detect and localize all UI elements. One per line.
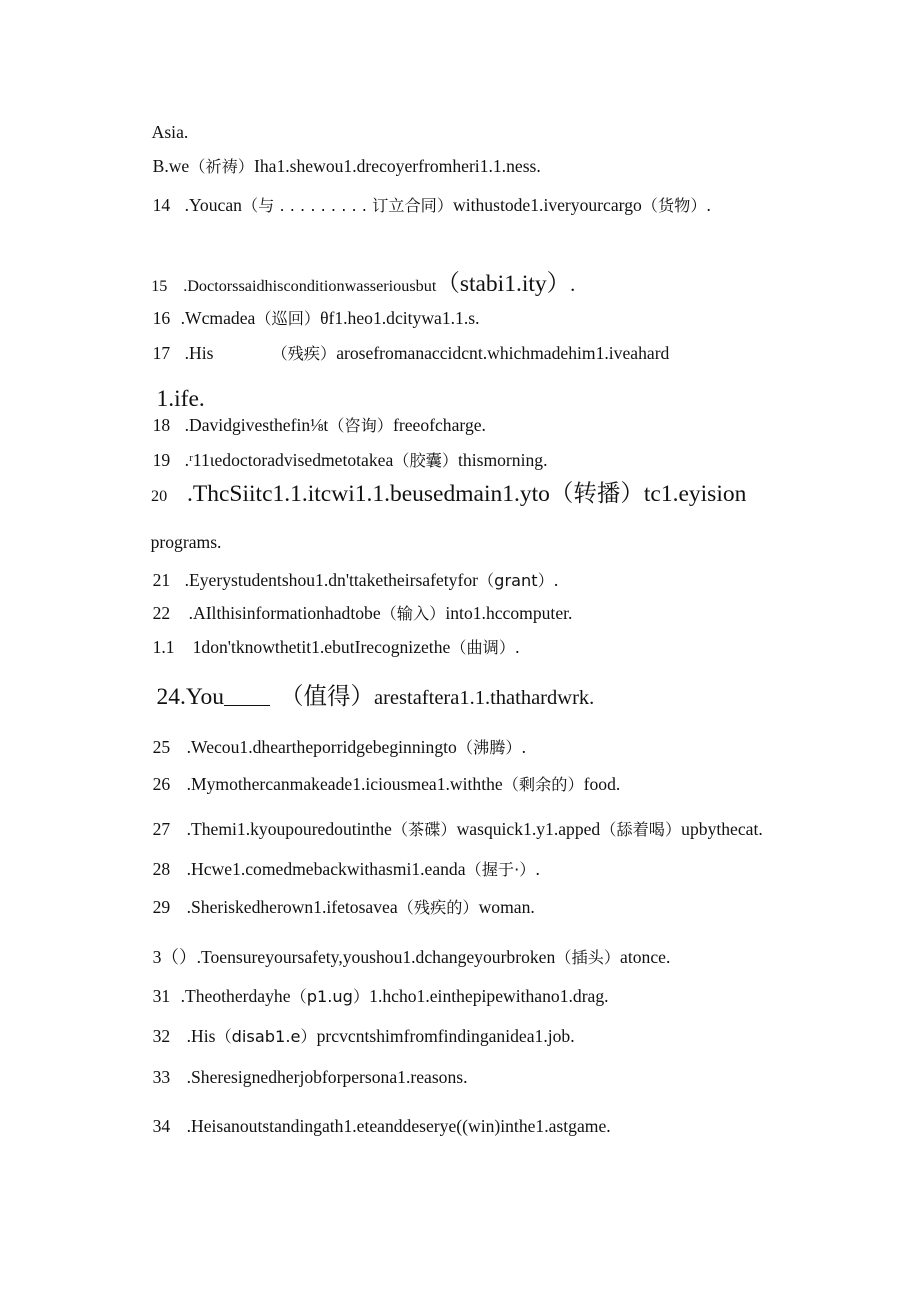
text-line-33 <box>135 1051 468 1104</box>
line-text: .Sheresignedherjobforpersona1.reasons. <box>186 1066 468 1087</box>
line-text-after: arestaftera1.1.thathardwrk. <box>374 686 595 709</box>
line-text-before: .Doctorssaidhisconditionwasseriousbut <box>183 277 437 296</box>
line-number: 22 <box>152 602 171 623</box>
text-line-29 <box>135 881 535 934</box>
line-text: programs. <box>150 531 222 552</box>
line-text-before: .Davidgivesthefin⅛t <box>184 414 329 435</box>
line-emphasis: （stabi1.ity） <box>436 271 571 298</box>
line-text-after: withustode1.iveryourcargo <box>453 194 642 215</box>
line-text-after: 1.hcho1.einthepipewithano1.drag. <box>369 985 609 1006</box>
line-gloss: （残疾的） <box>397 897 479 917</box>
line-number: 3（） <box>152 946 197 967</box>
line-tail: . <box>706 194 711 215</box>
line-gloss: （巡回） <box>255 308 321 328</box>
line-gloss: （曲调） <box>450 637 516 657</box>
answer-blank[interactable] <box>224 705 270 706</box>
line-text-before: .ThcSiitc1.1.itcwi1.1.beusedmain1.yto <box>187 481 550 507</box>
line-number: 28 <box>152 858 171 879</box>
line-text-before: .Hcwe1.comedmebackwithasmi1.eanda <box>186 858 466 879</box>
line-gloss: （grant） <box>477 570 554 590</box>
line-text-mid: wasquick1.y1.apped <box>456 818 601 839</box>
line-gloss: （插头） <box>555 947 621 967</box>
line-text-after: food. <box>583 773 621 794</box>
line-number: 19 <box>152 449 171 470</box>
line-text-before: .Wecou1.dheartheporridgebeginningto <box>186 736 457 757</box>
line-text-before: .ʳ11ɩedoctoradvisedmetotakea <box>184 449 394 470</box>
line-text-before: .AIlthisinformationhadtobe <box>188 602 381 623</box>
line-number: 21 <box>152 569 171 590</box>
text-line-20 <box>135 466 746 523</box>
line-text-before: .Mymothercanmakeade1.iciousmea1.withthe <box>186 773 503 794</box>
line-number: 14 <box>152 194 171 215</box>
line-number: 33 <box>152 1066 171 1087</box>
line-number: 29 <box>152 896 171 917</box>
line-number: 17 <box>152 342 171 363</box>
line-gloss: （值得） <box>280 681 374 710</box>
line-text: 1.ife. <box>156 385 205 412</box>
line-text-before: .Youcan <box>184 194 242 215</box>
line-text-after: tc1.eyision <box>643 481 747 507</box>
line-gloss: （p1.ug） <box>290 986 370 1006</box>
line-text-before: .His <box>184 342 214 363</box>
line-gloss: （disab1.e） <box>215 1026 317 1046</box>
line-gloss: （祈祷） <box>189 156 254 176</box>
line-gloss: （残疾） <box>271 343 337 363</box>
line-text-before: .Eyerystudentshou1.dn'ttaketheirsafetyfor <box>184 569 478 590</box>
line-number: 26 <box>152 773 171 794</box>
line-gloss: （茶碟） <box>391 819 457 839</box>
line-text-after: woman. <box>478 896 535 917</box>
line-text-before: .Theotherdayhe <box>180 985 291 1006</box>
line-text-before: .Toensureyoursafety,youshou1.dchangeyourbroken <box>196 946 556 967</box>
line-gloss: （咨询） <box>328 415 393 435</box>
text-line-17 <box>135 327 669 380</box>
line-text-before: .His <box>186 1025 216 1046</box>
line-number: 1.1 <box>152 636 175 657</box>
line-text-after: prcvcntshimfromfindinganidea1.job. <box>316 1025 575 1046</box>
line-number: 18 <box>152 414 171 435</box>
line-text-after: thismorning. <box>458 449 548 470</box>
line-text-before: 1don'tknowthetit1.ebutIrecognizethe <box>192 636 451 657</box>
line-text-after: atonce. <box>620 946 671 967</box>
line-gloss-2: （货物） <box>641 195 707 215</box>
line-number: 31 <box>152 985 171 1006</box>
line-gloss-2: （舔着喝） <box>600 819 682 839</box>
line-text-after: . <box>515 636 520 657</box>
line-text: Asia. <box>151 121 189 142</box>
line-number: 15 <box>151 277 168 296</box>
line-gloss: （沸腾） <box>456 737 522 757</box>
line-gloss: （转播） <box>549 479 644 507</box>
text-line-14 <box>135 179 711 232</box>
line-text-before: .Themi1.kyoupouredoutinthe <box>186 818 392 839</box>
line-text: .Heisanoutstandingath1.eteanddeserye((win)inthe1.astgame. <box>186 1115 611 1136</box>
line-text-after: . <box>535 858 540 879</box>
line-text-after: θf1.heo1.dcitywa1.1.s. <box>320 307 480 328</box>
line-number: 32 <box>152 1025 171 1046</box>
line-gloss: （握于·） <box>465 859 536 879</box>
line-text-after: into1.hccomputer. <box>445 602 573 623</box>
line-number: 25 <box>152 736 171 757</box>
line-number: 16 <box>152 307 171 328</box>
line-text-before: .Wcmadea <box>180 307 256 328</box>
line-text-after: . <box>521 736 526 757</box>
line-tail: . <box>570 274 576 297</box>
line-gloss: （胶囊） <box>393 450 459 470</box>
line-gloss: （剩余的） <box>502 774 584 794</box>
line-number: 27 <box>152 818 171 839</box>
line-text-after: freeofcharge. <box>393 414 486 435</box>
line-number: 34 <box>152 1115 171 1136</box>
line-number: 24.You <box>156 683 224 710</box>
line-text-after: arosefromanaccidcnt.whichmadehim1.iveahard <box>336 342 670 363</box>
line-marker: B.we <box>152 155 190 176</box>
text-line-34 <box>135 1100 611 1153</box>
line-text-after: upbythecat. <box>681 818 763 839</box>
line-text: Iha1.shewou1.drecoyerfromheri1.1.ness. <box>254 155 541 176</box>
line-number: 20 <box>151 487 168 505</box>
line-gloss: （输入） <box>380 603 446 623</box>
line-text-before: .Sheriskedherown1.ifetosavea <box>186 896 398 917</box>
line-gloss: （与 . . . . . . . . . 订立合同） <box>241 195 454 215</box>
line-text-after: . <box>553 569 559 590</box>
